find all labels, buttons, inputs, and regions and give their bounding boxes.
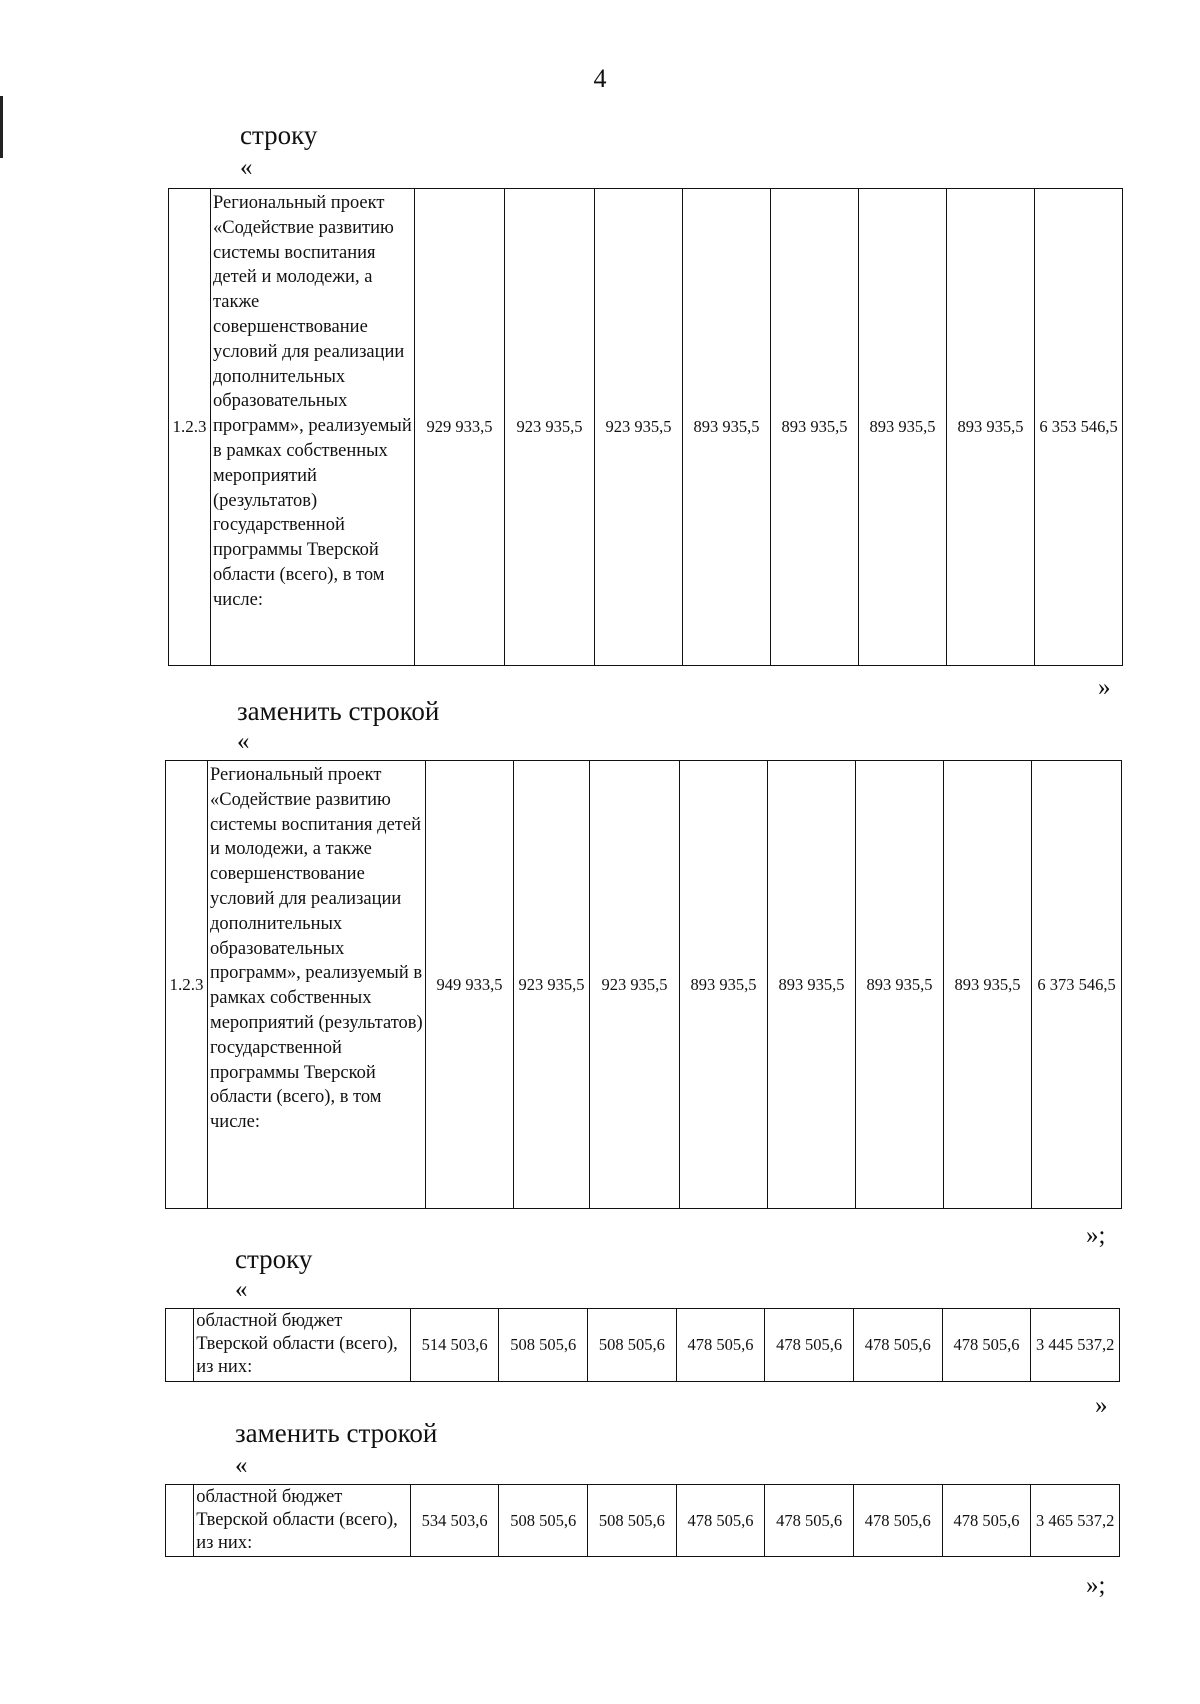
value-cell: 3 465 537,2 bbox=[1031, 1485, 1120, 1557]
value-cell: 478 505,6 bbox=[942, 1309, 1031, 1382]
value-cell: 478 505,6 bbox=[942, 1485, 1031, 1557]
value-cell: 514 503,6 bbox=[410, 1309, 499, 1382]
scan-edge-mark bbox=[0, 96, 3, 158]
section-3-table bbox=[165, 1308, 1120, 1382]
value-cell: 534 503,6 bbox=[410, 1485, 499, 1557]
section-1-heading: строку bbox=[240, 120, 318, 150]
value-cell: 893 935,5 bbox=[859, 189, 947, 666]
section-3-heading: строку bbox=[235, 1244, 313, 1274]
value-cell: 929 933,5 bbox=[415, 189, 505, 666]
row-index bbox=[166, 1485, 194, 1557]
page-number: 4 bbox=[593, 64, 607, 93]
value-cell: 893 935,5 bbox=[768, 761, 856, 1209]
row-index bbox=[166, 1309, 194, 1382]
value-cell: 6 373 546,5 bbox=[1032, 761, 1122, 1209]
value-cell: 478 505,6 bbox=[853, 1309, 942, 1382]
table-row bbox=[166, 1485, 1120, 1557]
section-4-open-quote: « bbox=[235, 1452, 248, 1479]
value-cell: 893 935,5 bbox=[944, 761, 1032, 1209]
value-cell: 478 505,6 bbox=[676, 1309, 765, 1382]
section-4-table bbox=[165, 1484, 1120, 1557]
value-cell: 508 505,6 bbox=[588, 1485, 677, 1557]
row-index: 1.2.3 bbox=[166, 761, 208, 1209]
value-cell: 478 505,6 bbox=[765, 1485, 854, 1557]
value-cell: 893 935,5 bbox=[771, 189, 859, 666]
row-label: областной бюджет Тверской области (всего), из них: bbox=[194, 1485, 411, 1557]
table-row bbox=[169, 189, 1123, 666]
value-cell: 508 505,6 bbox=[499, 1309, 588, 1382]
row-label: областной бюджет Тверской области (всего), из них: bbox=[194, 1309, 411, 1382]
row-label: Региональный проект «Содействие развитию системы воспитания детей и молодежи, а также совершенствование условий для реализации дополнительных образовательных программ», реализуемый в рамках собственных мероприятий (результатов) государственной программы Тверской области (всего), в том числе: bbox=[208, 761, 426, 1209]
section-1-open-quote: « bbox=[240, 154, 253, 181]
row-label: Региональный проект «Содействие развитию системы воспитания детей и молодежи, а также совершенствование условий для реализации дополнительных образовательных программ», реализуемый в рамках собственных мероприятий (результатов) государственной программы Тверской области (всего), в том числе: bbox=[211, 189, 415, 666]
section-2-open-quote: « bbox=[237, 728, 250, 755]
table-row bbox=[166, 761, 1122, 1209]
value-cell: 893 935,5 bbox=[856, 761, 944, 1209]
section-3-close-quote: » bbox=[1095, 1392, 1108, 1419]
section-4-heading: заменить строкой bbox=[235, 1418, 438, 1448]
section-2-close-quote: »; bbox=[1086, 1222, 1106, 1249]
value-cell: 6 353 546,5 bbox=[1035, 189, 1123, 666]
value-cell: 478 505,6 bbox=[676, 1485, 765, 1557]
row-index: 1.2.3 bbox=[169, 189, 211, 666]
table-row bbox=[166, 1309, 1120, 1382]
value-cell: 949 933,5 bbox=[426, 761, 514, 1209]
value-cell: 893 935,5 bbox=[947, 189, 1035, 666]
section-2-table bbox=[165, 760, 1122, 1209]
value-cell: 893 935,5 bbox=[680, 761, 768, 1209]
value-cell: 923 935,5 bbox=[590, 761, 680, 1209]
section-3-open-quote: « bbox=[235, 1276, 248, 1303]
value-cell: 478 505,6 bbox=[853, 1485, 942, 1557]
value-cell: 508 505,6 bbox=[499, 1485, 588, 1557]
value-cell: 508 505,6 bbox=[588, 1309, 677, 1382]
section-1-table bbox=[168, 188, 1123, 666]
value-cell: 923 935,5 bbox=[505, 189, 595, 666]
section-2-heading: заменить строкой bbox=[237, 696, 440, 726]
value-cell: 923 935,5 bbox=[514, 761, 590, 1209]
section-1-close-quote: » bbox=[1098, 674, 1111, 701]
value-cell: 893 935,5 bbox=[683, 189, 771, 666]
value-cell: 478 505,6 bbox=[765, 1309, 854, 1382]
value-cell: 3 445 537,2 bbox=[1031, 1309, 1120, 1382]
value-cell: 923 935,5 bbox=[595, 189, 683, 666]
section-4-close-quote: »; bbox=[1086, 1572, 1106, 1599]
